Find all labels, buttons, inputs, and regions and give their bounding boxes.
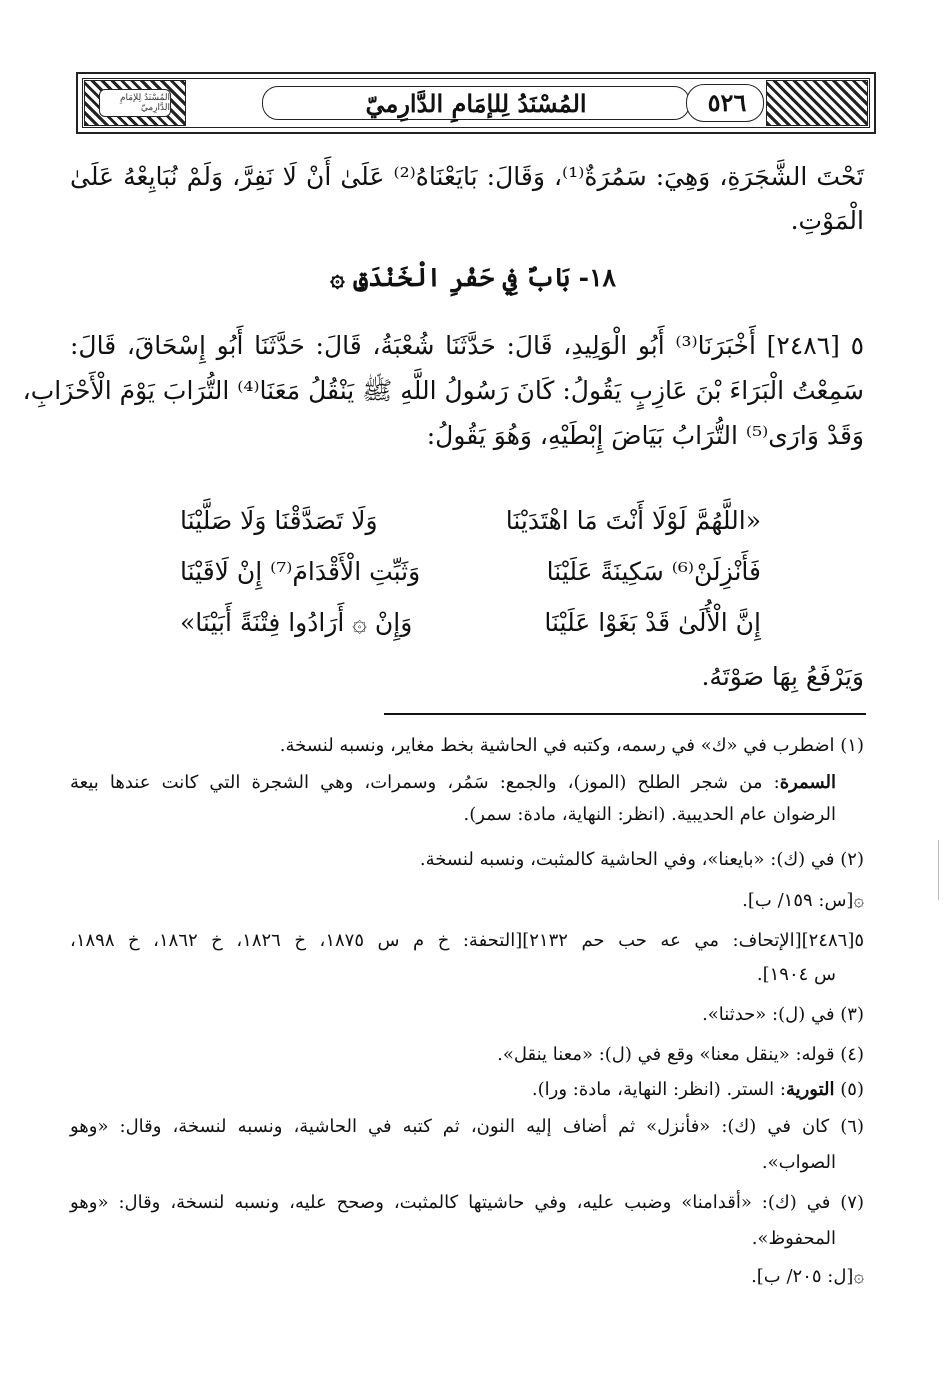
- footnote-6-cont: الصواب».: [761, 1152, 836, 1173]
- footnote-separator: [384, 713, 866, 715]
- footnote-6: (٦) كان في (ك): «فأنزل» ثم أضاف إليه النون، ثم كتبه في الحاشية، ونسبه لنسخة، وقال: «وهو: [70, 1116, 864, 1137]
- hadith-line-1: ٥ [٢٤٨٦] أَخْبَرَنَا⁽³⁾ أَبُو الْوَلِيدِ، قَالَ: حَدَّثَنَا شُعْبَةُ، قَالَ: حَدَّثَنَا أَبُو إِسْحَاقَ، قَالَ:: [70, 331, 865, 360]
- footnote-7: (٧) في (ك): «أقدامنا» وضبب عليه، وفي حاشيتها كالمثبت، وصحح عليه، ونسبه لنسخة، وقال: «وهو: [70, 1192, 864, 1213]
- fn5-term: التورية: [785, 1079, 835, 1100]
- takhrij-line-2: س ١٩٠٤].: [756, 964, 836, 985]
- takhrij-line-1: ٥[٢٤٨٦][الإتحاف: مي عه حب حم ٢١٣٢][التحفة: خ م س ١٨٧٥، خ ١٨٢٦، خ ١٨٦٢، خ ١٨٩٨،: [70, 930, 865, 951]
- footnote-2: (٢) في (ك): «بايعنا»، وفي الحاشية كالمثبت، ونسبه لنسخة.: [419, 849, 864, 870]
- poem-hemistich-right: «اللَّهُمَّ لَوْلَا أَنْتَ مَا اهْتَدَيْنَا: [505, 506, 761, 535]
- poem-hemistich-right: إِنَّ الْأُلَىٰ قَدْ بَغَوْا عَلَيْنَا: [544, 608, 761, 637]
- poem-hemistich-right: فَأَنْزِلَنْ⁽⁶⁾ سَكِينَةً عَلَيْنَا: [546, 557, 761, 586]
- page-header: [76, 72, 876, 134]
- poem-hemistich-left: وَلَا تَصَدَّقْنَا وَلَا صَلَّيْنَا: [180, 506, 378, 535]
- fn5-text: : الستر. (انظر: النهاية، مادة: ورا).: [531, 1079, 786, 1100]
- footnote-5: [70, 1075, 864, 1105]
- poem-hemistich-left: وَإِنْ ۞ أَرَادُوا فِتْنَةً أَبَيْنَا»: [180, 608, 413, 637]
- page-number: ٥٢٦: [707, 87, 747, 117]
- manuscript-ref-2: ۞[ل: ٢٠٥/ ب].: [751, 1266, 864, 1287]
- body-line-2: الْمَوْتِ.: [790, 206, 864, 235]
- fn5-number: (٥): [840, 1079, 864, 1100]
- ornament-label: المُسْنَدُ لِلإمَامِ الدَّارِميّ: [99, 89, 171, 117]
- footnote-1-gloss-cont: الرضوان عام الحديبية. (انظر: النهاية، مادة: سمر).: [463, 804, 836, 825]
- footnote-7-cont: المحفوظ».: [751, 1228, 836, 1249]
- hadith-line-2: سَمِعْتُ الْبَرَاءَ بْنَ عَازِبٍ يَقُولُ: كَانَ رَسُولُ اللَّهِ ﷺ يَنْقُلُ مَعَنَا⁽⁴⁾ التُّرَابَ يَوْمَ الْأَحْزَابِ،: [22, 376, 864, 405]
- hadith-line-3: وَقَدْ وَارَى⁽⁵⁾ التُّرَابُ بَيَاضَ إِبْطَيْهِ، وَهُوَ يَقُولُ:: [426, 421, 864, 450]
- footnote-1: (١) اضطرب في «ك» في رسمه، وكتبه في الحاشية بخط مغاير، ونسبه لنسخة.: [279, 735, 864, 756]
- header-title-cartouche: [262, 86, 690, 120]
- body-line-1: تَحْتَ الشَّجَرَةِ، وَهِيَ: سَمُرَةٌ⁽¹⁾، وَقَالَ: بَايَعْنَاهُ⁽²⁾ عَلَىٰ أَنْ لَا نَفِرَّ، وَلَمْ نُبَايِعْهُ عَلَىٰ: [70, 162, 864, 191]
- header-ornament-right: [766, 80, 868, 126]
- closing-line: وَيَرْفَعُ بِهَا صَوْتَهُ.: [701, 662, 864, 691]
- manuscript-ref-1: ۞[س: ١٥٩/ ب].: [742, 890, 864, 911]
- poem-hemistich-left: وَثَبِّتِ الْأَقْدَامَ⁽⁷⁾ إِنْ لَاقَيْنَا: [180, 557, 421, 586]
- footnote-3: (٣) في (ل): «حدثنا».: [702, 1004, 864, 1025]
- poem-verse: [180, 601, 761, 645]
- chapter-heading: ١٨- بَابٌ فِي حَفْرِ الْخَنْدَقِ ۞: [330, 263, 616, 292]
- poem-verse: [180, 550, 761, 594]
- scan-edge-mark: [938, 840, 939, 900]
- gloss-text: : من شجر الطلح (الموز)، والجمع: سَمُر، وسمرات، وهي الشجرة التي كانت عندها بيعة: [70, 772, 780, 793]
- header-ornament-left: [84, 80, 186, 126]
- footnote-4: (٤) قوله: «ينقل معنا» وقع في (ل): «معنا ينقل».: [497, 1044, 864, 1065]
- footnote-1-gloss: [70, 768, 836, 798]
- running-title: المُسْنَدُ لِلإمَامِ الدَّارِميّ: [365, 88, 587, 118]
- poem-verse: [180, 499, 761, 543]
- gloss-term: السمرة: [779, 772, 836, 793]
